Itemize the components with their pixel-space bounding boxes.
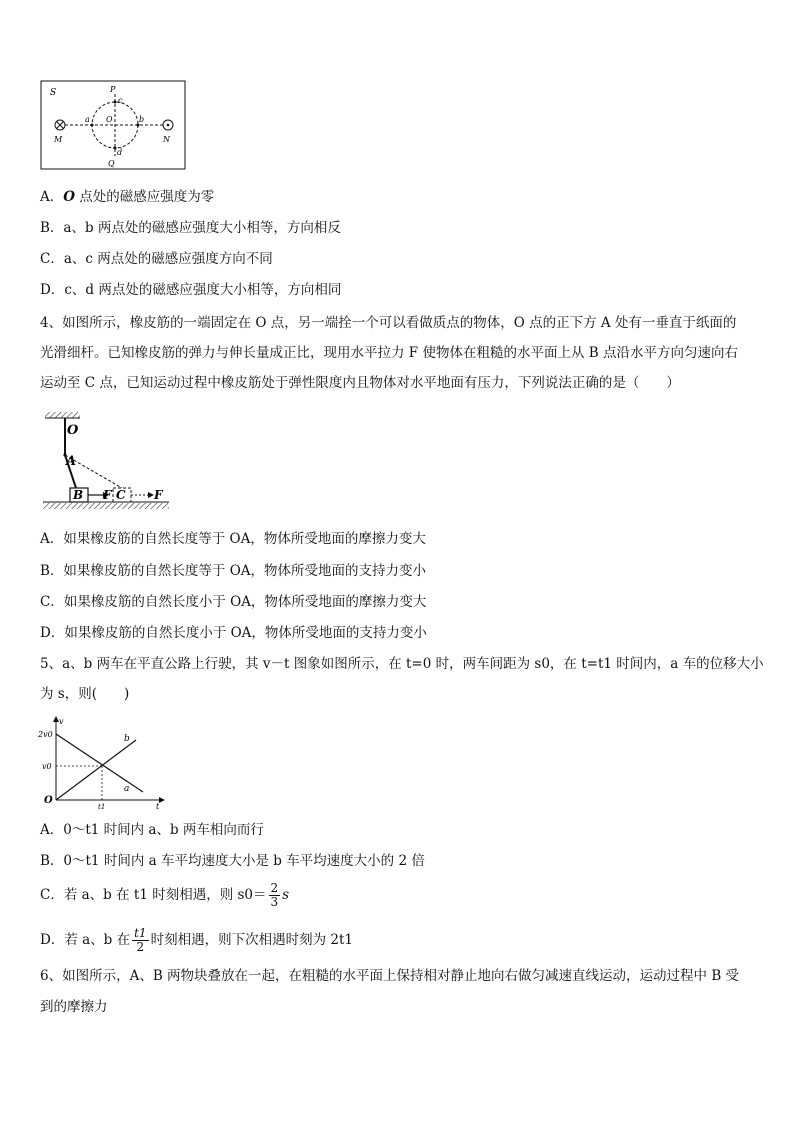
label-origin: O [44, 795, 53, 806]
fraction-denominator: 3 [270, 895, 279, 909]
q6-stem-line-2: 到的摩擦力 [40, 999, 108, 1015]
point-O: O [63, 189, 76, 205]
label-B: B [73, 488, 84, 502]
label-line-a: a [124, 784, 130, 794]
q3-option-c [40, 249, 273, 269]
fraction-denominator: 2 [136, 940, 145, 954]
label-M: M [54, 135, 63, 144]
label-2v0: 2v0 [38, 730, 53, 739]
q4-stem-line-3: 运动至 C 点，已知运动过程中橡皮筋处于弹性限度内且物体对水平地面有压力，下列说法正确的是（ ） [40, 375, 680, 391]
option-text: a、b 两点处的磁感应强度大小相等，方向相反 [63, 220, 341, 236]
label-t: t [156, 802, 160, 810]
magnetic-field-figure [40, 80, 190, 172]
fraction-numerator: 2 [270, 881, 279, 895]
label-S: S [50, 88, 57, 98]
label-v0: v0 [42, 762, 52, 771]
q3-option-a [40, 187, 214, 207]
label-a: a [85, 115, 90, 124]
q5-option-d [40, 925, 353, 955]
fraction-numerator: t1 [134, 926, 147, 940]
label-O: O [106, 115, 113, 124]
q4-option-a: A．如果橡皮筋的自然长度等于 OA，物体所受地面的摩擦力变大 [40, 531, 426, 547]
q4-stem-line-2: 光滑细杆。已知橡皮筋的弹力与伸长量成正比，现用水平拉力 F 使物体在粗糙的水平面上从 B 点沿水平方向匀速向右 [40, 345, 738, 361]
option-d-prefix: D．若 a、b 在 [40, 932, 131, 948]
fraction-t1-over-2 [132, 927, 148, 954]
option-d-suffix: 时刻相遇，则下次相遇时刻为 2t1 [150, 932, 353, 948]
label-t1: t1 [98, 803, 106, 810]
option-c-suffix: s [282, 887, 290, 903]
q3-option-b [40, 218, 341, 238]
label-d: d [117, 148, 123, 157]
option-letter: B． [40, 220, 64, 236]
q5-option-a: A．0～t1 时间内 a、b 两车相向而行 [40, 822, 264, 838]
option-letter: C． [40, 251, 64, 267]
q3-option-d [40, 280, 341, 300]
label-v: v [59, 717, 64, 726]
fraction-two-thirds [269, 882, 281, 909]
q5-stem-line-2: 为 s，则( ) [40, 686, 130, 702]
option-letter: D． [40, 282, 65, 298]
label-F1: F [103, 488, 112, 502]
option-letter: A． [40, 189, 64, 205]
label-b: b [139, 115, 145, 124]
label-line-b: b [124, 734, 130, 744]
label-P: P [110, 85, 116, 94]
v-t-graph [38, 714, 168, 810]
label-Q: Q [108, 159, 115, 168]
label-F2: F [154, 488, 163, 502]
label-N: N [163, 135, 170, 144]
q5-option-c [40, 880, 289, 910]
q5-stem-line-1: 5、a、b 两车在平直公路上行驶，其 v－t 图象如图所示，在 t=0 时，两车间距为 s0，在 t=t1 时间内，a 车的位移大小 [40, 656, 764, 672]
label-A: A [66, 454, 77, 469]
q4-option-d: D．如果橡皮筋的自然长度小于 OA，物体所受地面的支持力变小 [40, 625, 427, 641]
option-c-prefix: C．若 a、b 在 t1 时刻相遇，则 s0＝ [40, 887, 267, 903]
q4-option-b: B．如果橡皮筋的自然长度等于 OA，物体所受地面的支持力变小 [40, 563, 427, 579]
label-C: C [116, 488, 126, 502]
q5-option-b: B．0～t1 时间内 a 车平均速度大小是 b 车平均速度大小的 2 倍 [40, 853, 425, 869]
rubber-band-figure [40, 410, 180, 515]
option-text: 点处的磁感应强度为零 [75, 189, 215, 205]
q6-stem-line-1: 6、如图所示，A、B 两物块叠放在一起，在粗糙的水平面上保持相对静止地向右做匀减速直线运动，运动过程中 B 受 [40, 968, 740, 984]
label-c: c [118, 96, 123, 105]
q4-option-c: C．如果橡皮筋的自然长度小于 OA，物体所受地面的摩擦力变大 [40, 594, 427, 610]
option-text: c、d 两点处的磁感应强度大小相等，方向相同 [64, 282, 342, 298]
option-text: a、c 两点处的磁感应强度方向不同 [63, 251, 273, 267]
q4-stem-line-1: 4、如图所示，橡皮筋的一端固定在 O 点，另一端拴一个可以看做质点的物体，O 点的正下方 A 处有一垂直于纸面的 [40, 315, 737, 331]
label-O: O [67, 423, 79, 438]
